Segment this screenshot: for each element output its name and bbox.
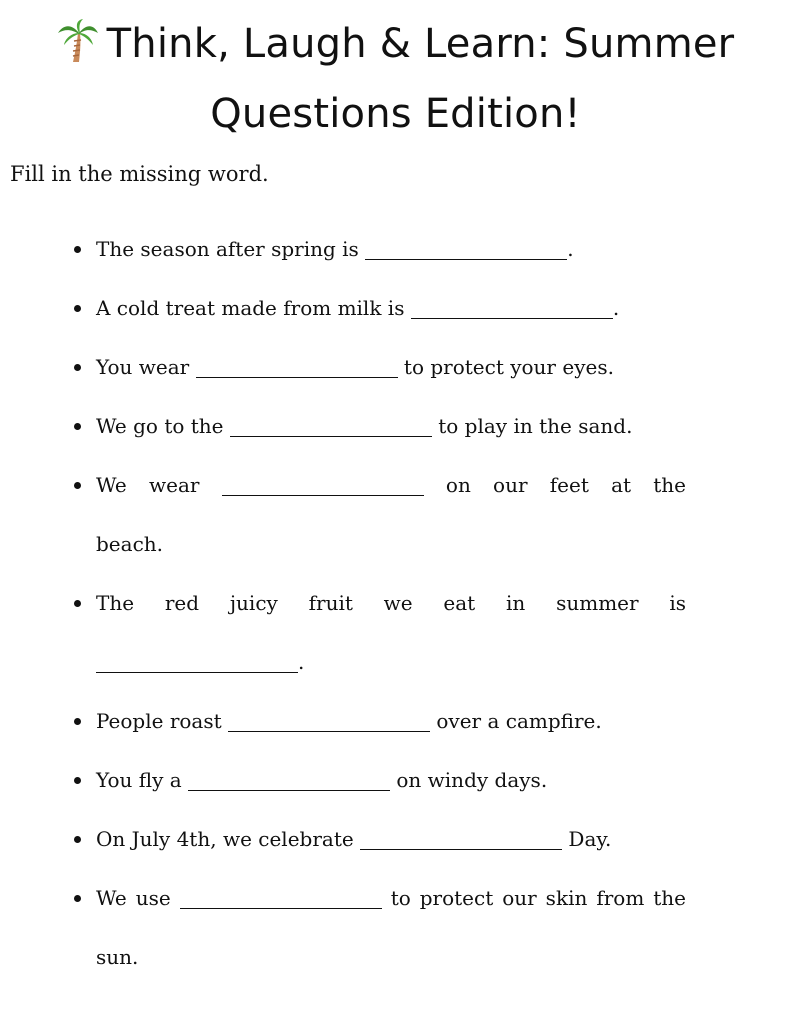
question-2: A cold treat made from milk is . [96, 279, 686, 338]
question-5: We wear on our feet at the beach. [96, 456, 686, 574]
answer-blank[interactable] [365, 239, 567, 260]
answer-blank[interactable] [360, 829, 562, 850]
question-8: You fly a on windy days. [96, 751, 686, 810]
palm-tree-icon [57, 18, 99, 82]
question-6: The red juicy fruit we eat in summer is . [96, 574, 686, 692]
answer-blank[interactable] [188, 770, 390, 791]
answer-blank[interactable] [230, 416, 432, 437]
question-list [96, 220, 686, 987]
answer-blank[interactable] [411, 298, 613, 319]
worksheet-title [8, 12, 783, 146]
answer-blank[interactable] [96, 652, 298, 673]
question-9: On July 4th, we celebrate Day. [96, 810, 686, 869]
question-7: People roast over a campfire. [96, 692, 686, 751]
title-text: Think, Laugh & Learn: Summer Questions Edition! [106, 21, 735, 137]
answer-blank[interactable] [180, 888, 382, 909]
answer-blank[interactable] [228, 711, 430, 732]
answer-blank[interactable] [222, 475, 424, 496]
instructions-text: Fill in the missing word. [10, 162, 269, 186]
question-3: You wear to protect your eyes. [96, 338, 686, 397]
answer-blank[interactable] [196, 357, 398, 378]
question-4: We go to the to play in the sand. [96, 397, 686, 456]
question-1: The season after spring is . [96, 220, 686, 279]
question-10: We use to protect our skin from the sun. [96, 869, 686, 987]
